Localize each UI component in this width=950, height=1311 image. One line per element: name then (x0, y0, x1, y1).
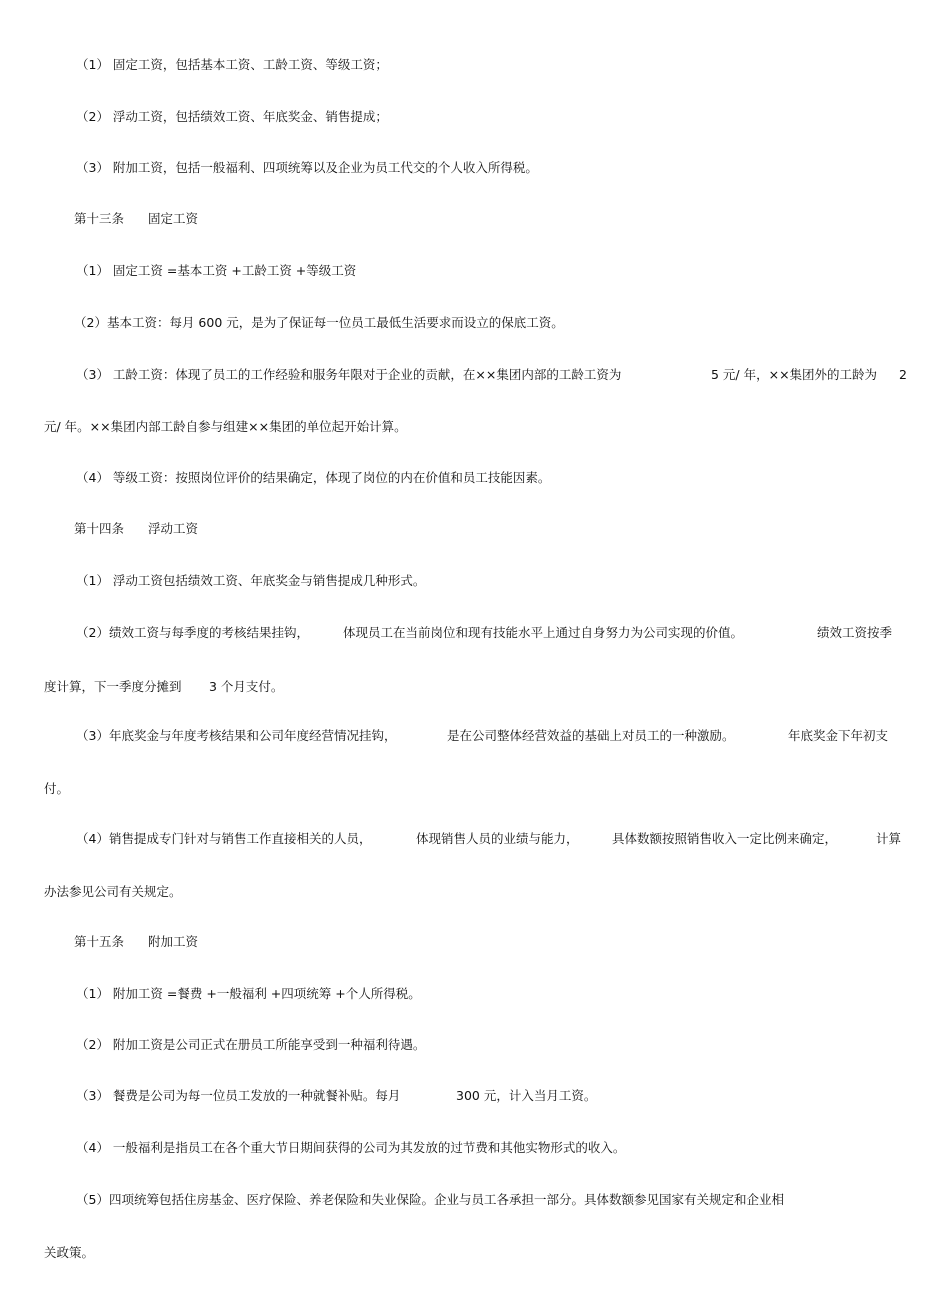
text-segment: 300 元，计入当月工资。 (456, 1088, 597, 1103)
section-number: 第十三条 (74, 211, 125, 226)
section-number: 第十四条 (74, 521, 125, 536)
text-segment: （3） 工龄工资：体现了员工的工作经验和服务年限对于企业的贡献，在××集团内部的工龄工资为 (76, 367, 622, 382)
section-number: 第十五条 (74, 934, 125, 949)
text-segment: 办法参见公司有关规定。 (44, 884, 182, 899)
text-segment: （3） 附加工资，包括一般福利、四项统筹以及企业为员工代交的个人收入所得税。 (76, 160, 538, 175)
text-segment: 3 个月支付。 (209, 679, 284, 694)
section-title: 固定工资 (148, 211, 199, 226)
text-segment: （3） 餐费是公司为每一位员工发放的一种就餐补贴。每月 (76, 1088, 401, 1103)
section-title: 浮动工资 (148, 521, 199, 536)
text-segment: （1） 固定工资，包括基本工资、工龄工资、等级工资； (76, 57, 388, 72)
text-segment: （2）绩效工资与每季度的考核结果挂钩， (76, 625, 309, 640)
text-segment: （2） 附加工资是公司正式在册员工所能享受到一种福利待遇。 (76, 1037, 426, 1052)
text-segment: 是在公司整体经营效益的基础上对员工的一种激励。 (447, 728, 735, 743)
text-segment: 计算 (876, 831, 902, 846)
text-segment: （1） 附加工资 =餐费 +一般福利 +四项统筹 +个人所得税。 (76, 986, 421, 1001)
text-segment: 绩效工资按季 (817, 625, 893, 640)
text-segment: （5）四项统筹包括住房基金、医疗保险、养老保险和失业保险。企业与员工各承担一部分。具体数额参见国家有关规定和企业相 (76, 1192, 784, 1207)
text-segment: 年底奖金下年初支 (788, 728, 889, 743)
text-segment: 体现销售人员的业绩与能力， (416, 831, 579, 846)
text-segment: 关政策。 (44, 1245, 95, 1260)
text-segment: 2 (899, 367, 907, 382)
text-segment: 5 元/ 年，××集团外的工龄为 (711, 367, 878, 382)
text-segment: （3）年底奖金与年度考核结果和公司年度经营情况挂钩， (76, 728, 397, 743)
text-segment: 体现员工在当前岗位和现有技能水平上通过自身努力为公司实现的价值。 (343, 625, 744, 640)
text-segment: （2） 浮动工资，包括绩效工资、年底奖金、销售提成； (76, 109, 388, 124)
text-segment: （4） 一般福利是指员工在各个重大节日期间获得的公司为其发放的过节费和其他实物形式的收入。 (76, 1140, 626, 1155)
text-segment: 度计算，下一季度分摊到 (44, 679, 182, 694)
text-segment: （4）销售提成专门针对与销售工作直接相关的人员， (76, 831, 372, 846)
text-segment: 具体数额按照销售收入一定比例来确定， (612, 831, 838, 846)
text-segment: （2）基本工资：每月 600 元，是为了保证每一位员工最低生活要求而设立的保底工资。 (74, 315, 564, 330)
text-segment: 元/ 年。××集团内部工龄自参与组建××集团的单位起开始计算。 (44, 419, 407, 434)
section-title: 附加工资 (148, 934, 199, 949)
text-segment: （1） 固定工资 =基本工资 +工龄工资 +等级工资 (76, 263, 357, 278)
text-segment: 付。 (44, 781, 70, 796)
text-segment: （4） 等级工资：按照岗位评价的结果确定，体现了岗位的内在价值和员工技能因素。 (76, 470, 551, 485)
text-segment: （1） 浮动工资包括绩效工资、年底奖金与销售提成几种形式。 (76, 573, 426, 588)
